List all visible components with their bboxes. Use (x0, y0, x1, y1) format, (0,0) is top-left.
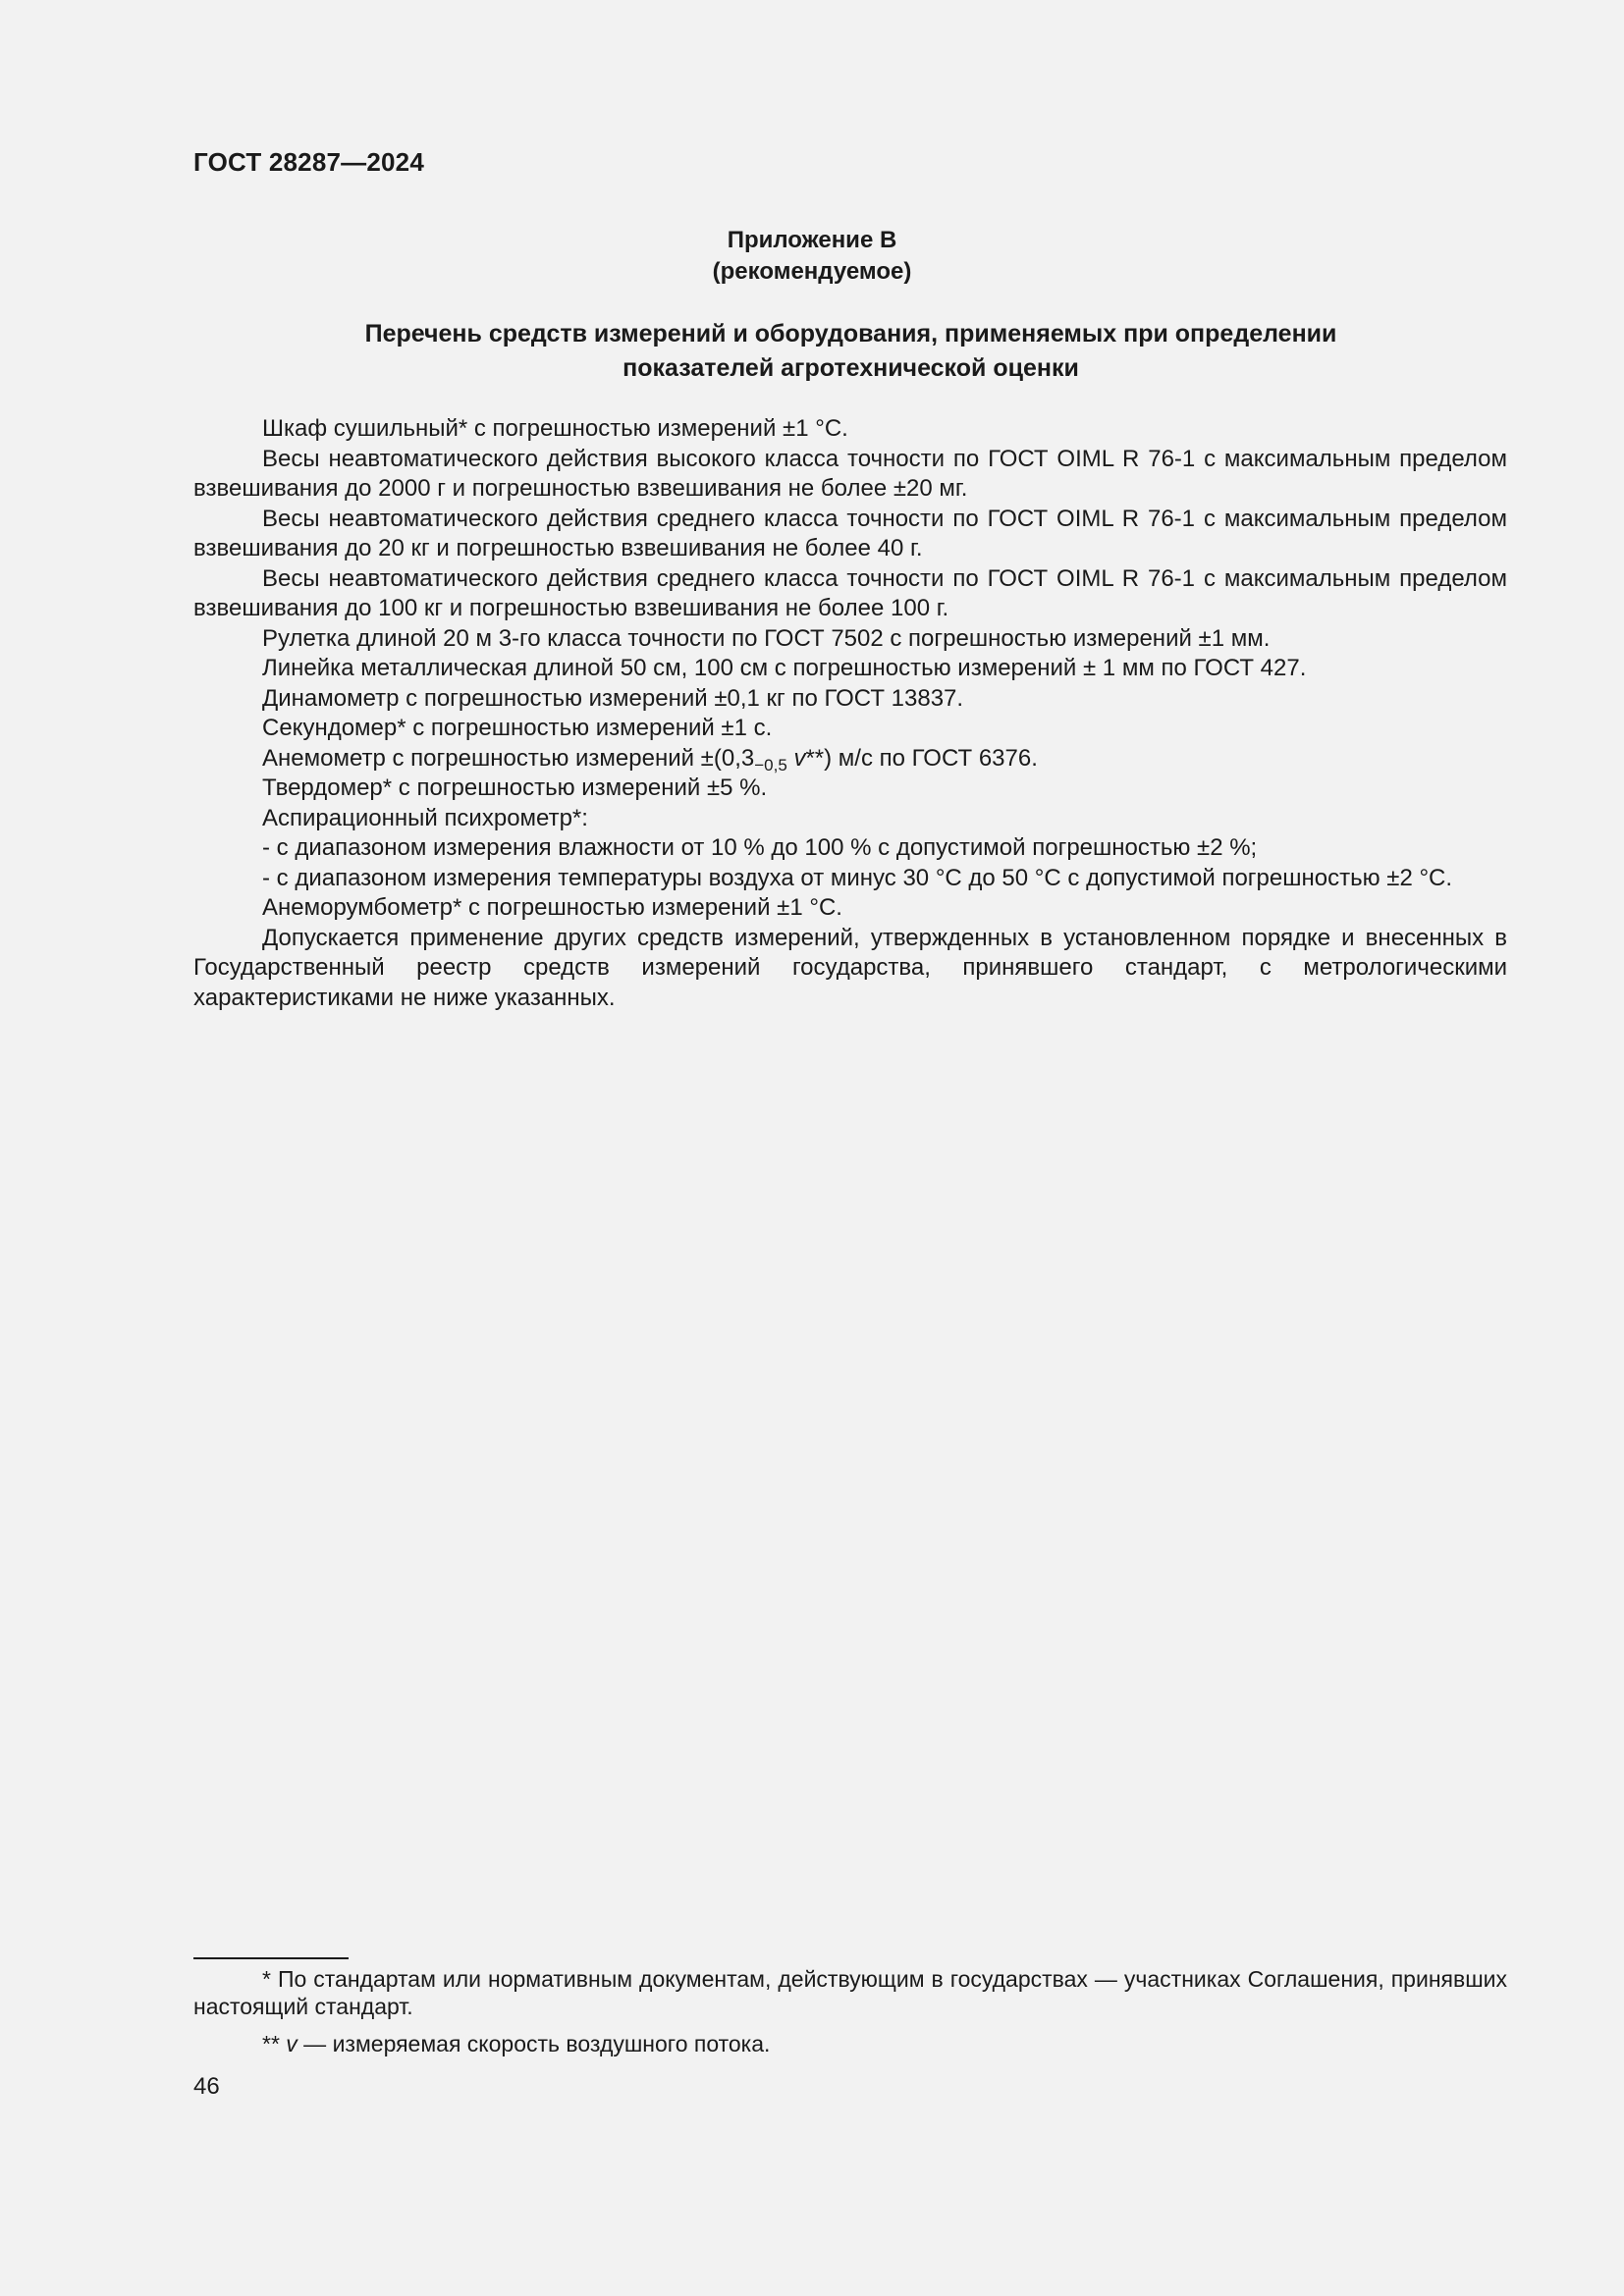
footnote-2-text: — измеряемая скорость воздушного потока. (297, 2031, 771, 2056)
list-item: Линейка металлическая длиной 50 см, 100 см с погрешностью измерений ± 1 мм по ГОСТ 427. (262, 655, 1307, 681)
footnotes (193, 1965, 1507, 2057)
anemometer-variable: v (786, 744, 806, 772)
list-item-anemometer (193, 744, 1507, 774)
list-subitem: - с диапазоном измерения температуры воздуха от минус 30 °С до 50 °С с допустимой погрешностью ±2 °С. (262, 864, 1453, 891)
list-item: Анеморумбометр* с погрешностью измерений ±1 °С. (262, 894, 842, 921)
footnote-2 (193, 2030, 1507, 2057)
list-item: Весы неавтоматического действия среднего класса точности по ГОСТ OIML R 76-1 с максимальным пределом взвешивания до 100 кг и погрешностью взвешивания не более 100 г. (193, 564, 1507, 621)
footnote-divider (193, 1957, 349, 1959)
list-item: Шкаф сушильный* с погрешностью измерений ±1 °С. (262, 415, 848, 442)
section-title-line-2: показателей агротехнической оценки (623, 354, 1079, 382)
anemometer-suffix: **) м/с по ГОСТ 6376. (805, 744, 1038, 772)
footnote-1: * По стандартам или нормативным документам, действующим в государствах — участниках Соглашения, принявших настоящий стандарт. (193, 1966, 1507, 2019)
list-item: Весы неавтоматического действия высокого класса точности по ГОСТ OIML R 76-1 с максимальным пределом взвешивания до 2000 г и погрешностью взвешивания не более ±20 мг. (193, 445, 1507, 502)
equipment-list (193, 414, 1507, 1013)
list-item-allowance: Допускается применение других средств измерений, утвержденных в установленном порядке и внесенных в Государственный реестр средств измерений государства, принявшего стандарт, с метрологическими характеристиками не ниже указанных. (193, 924, 1507, 1011)
footnote-2-variable: v (286, 2031, 298, 2056)
anemometer-subscript: −0,5 (754, 755, 787, 774)
anemometer-prefix: Анемометр с погрешностью измерений ±(0,3 (262, 744, 755, 772)
list-item: Динамометр с погрешностью измерений ±0,1 кг по ГОСТ 13837. (262, 684, 964, 712)
list-item: Весы неавтоматического действия среднего класса точности по ГОСТ OIML R 76-1 с максимальным пределом взвешивания до 20 кг и погрешностью взвешивания не более 40 г. (193, 505, 1507, 561)
list-item: Секундомер* с погрешностью измерений ±1 с. (262, 715, 773, 741)
annex-title: Приложение В (727, 227, 897, 253)
list-subitem: - с диапазоном измерения влажности от 10 % до 100 % с допустимой погрешностью ±2 %; (262, 834, 1258, 861)
list-item: Твердомер* с погрешностью измерений ±5 %. (262, 774, 768, 801)
page-number: 46 (193, 2073, 220, 2100)
section-title-line-1: Перечень средств измерений и оборудования, применяемых при определении (364, 320, 1337, 347)
list-item: Аспирационный психрометр*: (262, 804, 588, 831)
list-item: Рулетка длиной 20 м 3-го класса точности по ГОСТ 7502 с погрешностью измерений ±1 мм. (262, 624, 1271, 652)
section-title (295, 317, 1407, 386)
annex-status: (рекомендуемое) (712, 258, 912, 285)
document-code: ГОСТ 28287—2024 (193, 147, 424, 177)
footnote-2-marker: ** (262, 2031, 287, 2056)
